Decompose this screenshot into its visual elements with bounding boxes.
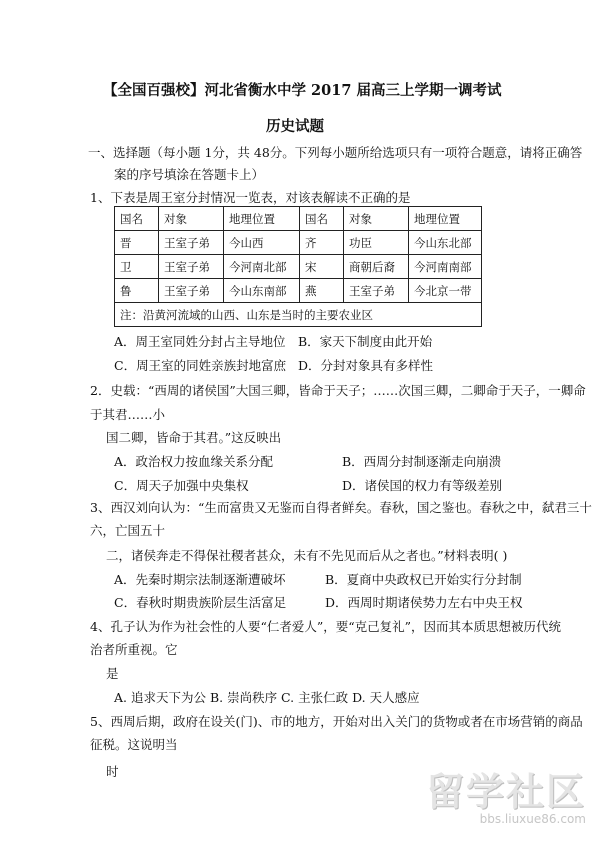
table-cell: 今山东北部 [409, 231, 482, 255]
question-2-line-3: 国二卿，皆命于其君。”这反映出 [106, 430, 282, 445]
enfeoffment-table [114, 206, 482, 327]
q1-option-c: C．周王室的同姓亲族封地富庶 [114, 358, 287, 373]
question-5-line-3: 时 [106, 764, 119, 779]
title-line-2: 历史试题 [266, 118, 324, 135]
question-2-line-1: 2．史载：“西周的诸侯国”大国三卿，皆命于天子；……次国三卿，二卿命于天子，一卿命 [90, 383, 586, 398]
title-line-1: 【全国百强校】河北省衡水中学 2017 届高三上学期一调考试 [103, 82, 502, 99]
table-cell: 卫 [115, 255, 159, 279]
table-note: 注：沿黄河流域的山西、山东是当时的主要农业区 [115, 303, 482, 327]
table-cell: 晋 [115, 231, 159, 255]
table-cell: 今山西 [224, 231, 300, 255]
q2-option-a: A．政治权力按血缘关系分配 [114, 454, 274, 469]
table-header-row [115, 207, 482, 231]
table-cell: 今河南南部 [409, 255, 482, 279]
question-3-line-2: 六，亡国五十 [90, 523, 166, 538]
q4-options: A. 追求天下为公 B. 崇尚秩序 C. 主张仁政 D. 天人感应 [114, 690, 420, 705]
watermark-logo-text: 留学社区 [425, 770, 586, 814]
table-header-cell: 国名 [300, 207, 344, 231]
table-cell: 今河南北部 [224, 255, 300, 279]
watermark-url: bbs.liuxue86.com [479, 812, 586, 826]
table-row [115, 255, 482, 279]
question-4-line-2: 治者所重视。它 [90, 642, 178, 657]
question-4-line-1: 4、孔子认为作为社会性的人要“仁者爱人”，要“克己复礼”，因而其本质思想被历代统 [90, 619, 562, 634]
question-5-line-2: 征税。这说明当 [90, 737, 178, 752]
watermark [426, 772, 586, 826]
q1-option-a: A．周王室同姓分封占主导地位 [114, 334, 286, 349]
section-instruction-line-1: 一、选择题（每小题 1分，共 48分。下列每小题所给选项只有一项符合题意，请将正确答 [88, 145, 583, 160]
table-header-cell: 地理位置 [224, 207, 300, 231]
q2-option-d: D．诸侯国的权力有等级差别 [342, 478, 503, 493]
table-cell: 王室子弟 [159, 231, 224, 255]
q2-option-b: B．西周分封制逐渐走向崩溃 [342, 454, 502, 469]
q3-option-c: C．春秋时期贵族阶层生活富足 [114, 595, 287, 610]
table-row [115, 231, 482, 255]
question-5-line-1: 5、西周后期，政府在设关(门)、市的地方，开始对出入关门的货物或者在市场营销的商品 [90, 714, 583, 729]
table-header-cell: 地理位置 [409, 207, 482, 231]
table-header-cell: 对象 [159, 207, 224, 231]
table-row [115, 279, 482, 303]
table-cell: 齐 [300, 231, 344, 255]
q3-option-b: B．夏商中央政权已开始实行分封制 [325, 572, 522, 587]
table-header-cell: 国名 [115, 207, 159, 231]
table-cell: 功臣 [344, 231, 409, 255]
table-cell: 今北京一带 [409, 279, 482, 303]
table-cell: 今山东南部 [224, 279, 300, 303]
question-4-line-3: 是 [106, 666, 119, 681]
table-cell: 王室子弟 [159, 255, 224, 279]
table-cell: 宋 [300, 255, 344, 279]
q3-option-a: A．先秦时期宗法制逐渐遭破坏 [114, 572, 286, 587]
q3-option-d: D．西周时期诸侯势力左右中央王权 [325, 595, 523, 610]
table-cell: 王室子弟 [159, 279, 224, 303]
question-3-line-1: 3、西汉刘向认为：“生而富贵又无鉴而自得者鲜矣。春秋，国之鉴也。春秋之中，弑君三十 [90, 500, 592, 515]
table-cell: 鲁 [115, 279, 159, 303]
question-1-stem: 1、下表是周王室分封情况一览表，对该表解读不正确的是 [90, 190, 411, 205]
question-2-line-2: 于其君……小 [90, 407, 166, 422]
question-3-line-3: 二，诸侯奔走不得保社稷者甚众，未有不先见而后从之者也。”材料表明( ) [106, 548, 508, 563]
table-cell: 王室子弟 [344, 279, 409, 303]
table-note-row [115, 303, 482, 327]
q1-option-d: D．分封对象具有多样性 [298, 358, 434, 373]
q1-option-b: B．家天下制度由此开始 [298, 334, 433, 349]
table-header-cell: 对象 [344, 207, 409, 231]
q2-option-c: C．周天子加强中央集权 [114, 478, 249, 493]
section-instruction-line-2: 案的序号填涂在答题卡上） [114, 167, 265, 182]
table-cell: 燕 [300, 279, 344, 303]
table-cell: 商朝后裔 [344, 255, 409, 279]
